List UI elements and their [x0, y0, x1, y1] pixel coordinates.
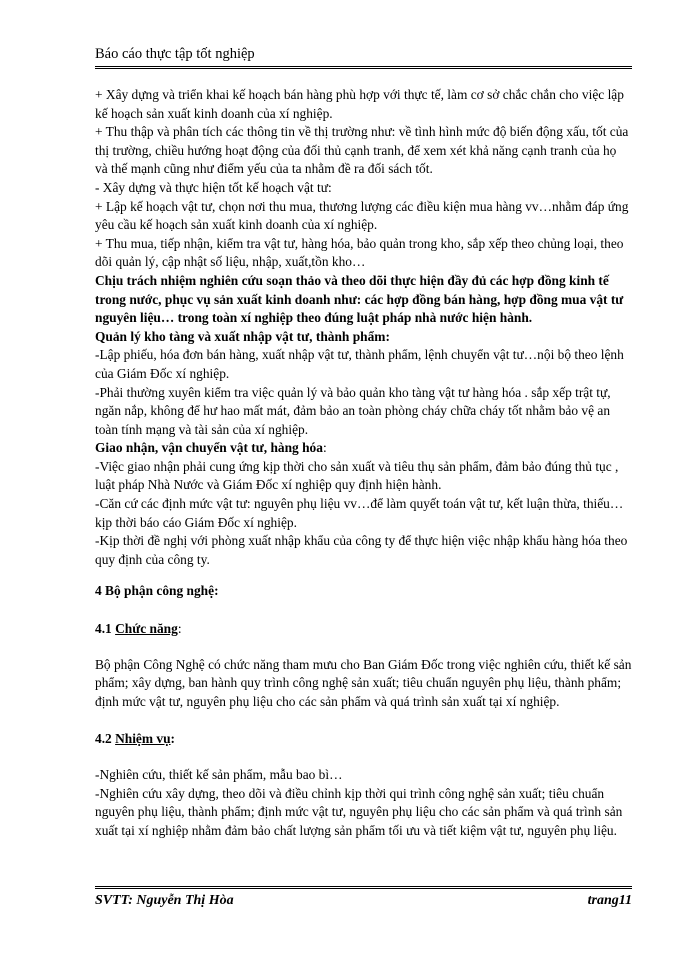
paragraph: -Việc giao nhận phải cung ứng kịp thời cho sản xuất và tiêu thụ sản phẩm, đảm bảo đúng thủ tục , luật pháp Nhà Nước và Giám Đốc xí nghiệp quy định hiện hành. — [95, 458, 619, 493]
paragraph: + Thu mua, tiếp nhận, kiểm tra vật tư, hàng hóa, bảo quản trong kho, sắp xếp theo chủng loại, theo dõi quản lý, cập nhật số liệu, nhập, xuất,tồn kho… — [95, 235, 624, 270]
heading-delivery-colon: : — [322, 440, 327, 456]
paragraph: + Xây dựng và triển khai kế hoạch bán hàng phù hợp với thực tế, làm cơ sở chắc chắn cho việc lập kế hoạch sản xuất kinh doanh của xí nghiệp. — [95, 87, 624, 121]
bold-paragraph: Chịu trách nhiệm nghiên cứu soạn thảo và theo dõi thực hiện đầy đủ các hợp đồng kinh tế trong nước, phục vụ sản xuất kinh doanh như: các hợp đồng bán hàng, hợp đồng mua vật tư nguyên liệu… trong toàn xí nghiệp theo đúng luật pháp nhà nước hiện hành. — [95, 272, 624, 326]
subsection-title: Chức năng — [115, 621, 178, 637]
paragraph: -Nghiên cứu, thiết kế sản phẩm, mẫu bao bì… — [95, 767, 343, 782]
heading-delivery-text: Giao nhận, vận chuyển vật tư, hàng hóa — [95, 440, 323, 456]
paragraph: - Xây dựng và thực hiện tốt kế hoạch vật tư: — [95, 179, 332, 195]
paragraph: Bộ phận Công Nghệ có chức năng tham mưu cho Ban Giám Đốc trong việc nghiên cứu, thiết kế sản phẩm; xây dựng, ban hành quy trình công nghệ sản xuất; tiêu chuẩn nguyên phụ liệu, thành phẩm; định mức vật tư, nguyên phụ liệu cho các sản phẩm và quá trình sản xuất tại xí nghiệp. — [95, 656, 632, 709]
header-divider — [95, 66, 632, 71]
footer-author: SVTT: Nguyễn Thị Hòa — [95, 893, 234, 908]
paragraph: -Căn cứ các định mức vật tư: nguyên phụ liệu vv…để làm quyết toán vật tư, kết luận thừa, thiếu…kịp thời báo cáo Giám Đốc xí nghiệp. — [95, 496, 624, 530]
paragraph: + Lập kế hoạch vật tư, chọn nơi thu mua, thương lượng các điều kiện mua hàng vv…nhằm đáp ứng yêu cầu kế hoạch sản xuất kinh doanh của xí nghiệp. — [95, 198, 629, 233]
paragraph: -Kịp thời đề nghị với phòng xuất nhập khẩu của công ty để thực hiện việc nhập khẩu hàng hóa theo quy định của công ty. — [95, 533, 628, 567]
paragraph: -Lập phiếu, hóa đơn bán hàng, xuất nhập vật tư, thành phẩm, lệnh chuyển vật tư…nội bộ theo lệnh của Giám Đốc xí nghiệp. — [95, 347, 624, 381]
subsection-heading-4-1 — [95, 620, 632, 639]
page-header-title: Báo cáo thực tập tốt nghiệp — [95, 46, 255, 62]
heading-delivery — [95, 439, 632, 458]
paragraph: + Thu thập và phân tích các thông tin về thị trường như: về tình hình mức độ biến động xấu, tốt của thị trường, chiều hướng hoạt động của đối thủ cạnh tranh, để xem xét khả năng cạnh tranh của họ và thế mạnh cũng như điểm yếu của ta nhằm đề ra đối sách tốt. — [95, 124, 629, 177]
footer-page-number: trang11 — [587, 893, 632, 908]
heading-warehouse: Quản lý kho tàng và xuất nhập vật tư, thành phẩm: — [95, 328, 390, 344]
subsection-colon: : — [170, 731, 175, 747]
subsection-colon: : — [177, 621, 182, 637]
paragraph: -Nghiên cứu xây dựng, theo dõi và điều chỉnh kịp thời qui trình công nghệ sản xuất; tiêu chuẩn nguyên phụ liệu, thành phẩm; định mức vật tư, nguyên phụ liệu cho các sản phẩm và quá trình sản xuất tại xí nghiệp nhằm đảm bảo chất lượng sản phẩm tối ưu và tiết kiệm vật tư, nguyên phụ liệu. — [95, 785, 623, 838]
subsection-number: 4.1 — [95, 621, 116, 637]
subsection-heading-4-2 — [95, 730, 632, 749]
section-heading-4: 4 Bộ phận công nghệ: — [95, 583, 219, 599]
paragraph: -Phải thường xuyên kiểm tra việc quản lý và bảo quản kho tàng vật tư hàng hóa . sắp xếp trật tự, ngăn nắp, không để hư hao mất mát, đảm bảo an toàn phòng cháy chữa cháy tốt nhằm bảo vệ an toàn tính mạng và tài sản của xí nghiệp. — [95, 384, 611, 437]
page-content — [95, 86, 632, 840]
footer-divider — [95, 886, 632, 891]
subsection-number: 4.2 — [95, 731, 116, 747]
subsection-title: Nhiệm vụ — [115, 731, 171, 747]
